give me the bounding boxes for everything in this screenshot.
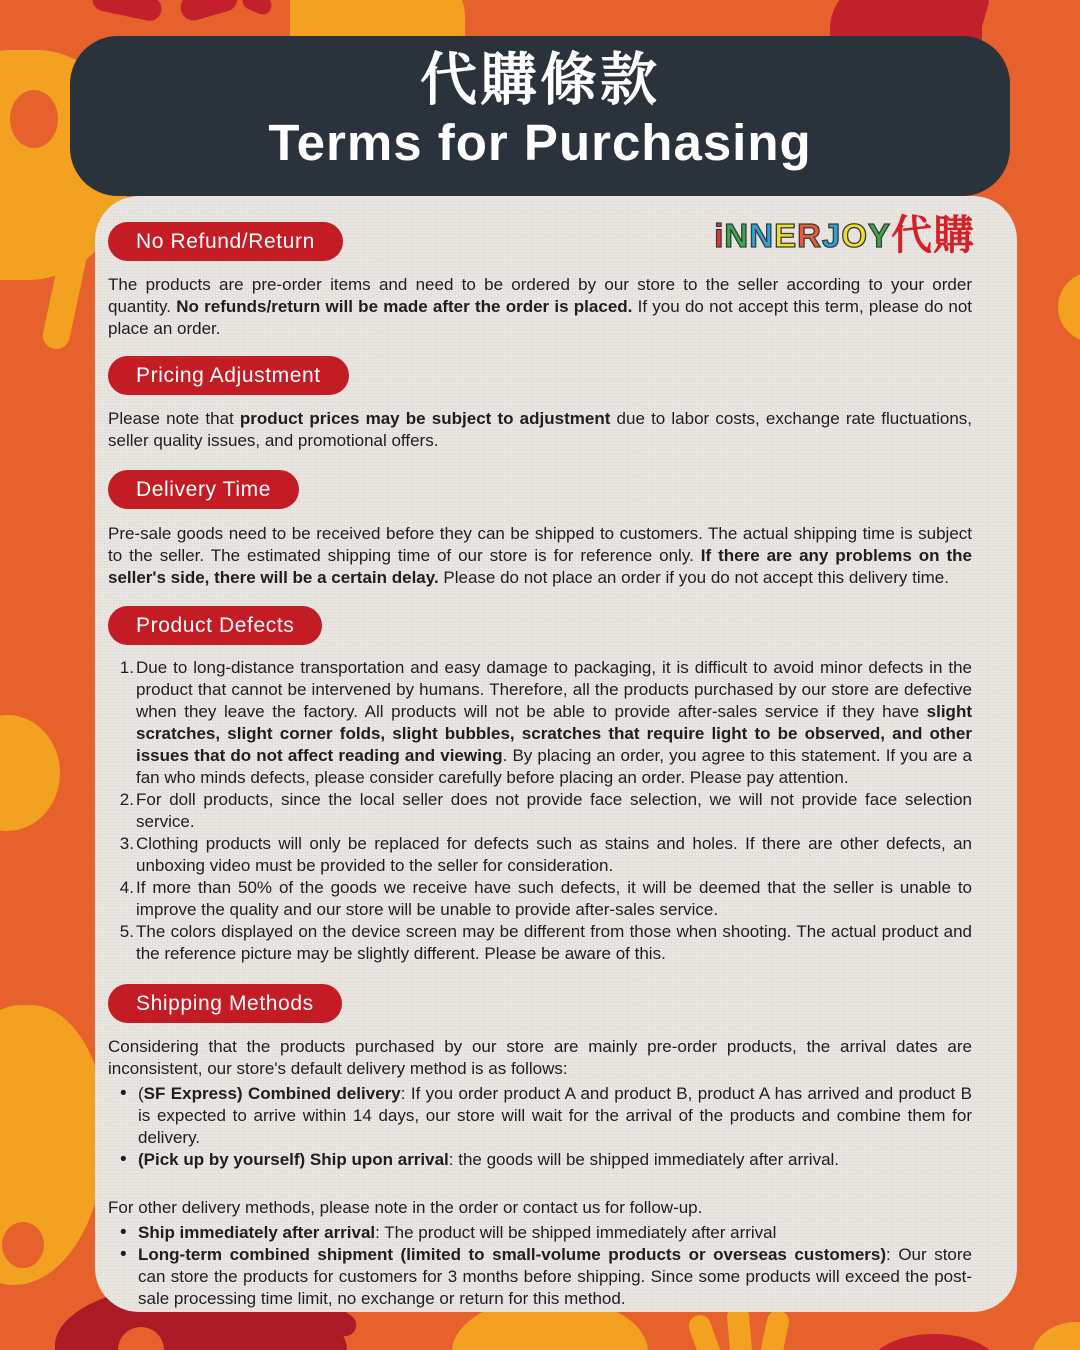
decor-elephant-left-lower-ear-hole <box>2 1222 44 1268</box>
pricing-paragraph: Please note that product prices may be subject to adjustment due to labor costs, exchange rate fluctuations, seller quality issues, and promotional offers. <box>108 409 973 450</box>
content-panel <box>95 196 1017 1312</box>
list-item: For doll products, since the local seller does not provide face selection, we will not provide face selection service. <box>136 790 972 831</box>
shipping-other-intro: For other delivery methods, please note in the order or contact us for follow-up. <box>108 1198 703 1217</box>
list-item: • (SF Express) Combined delivery: If you order product A and product B, product A has arrived and product B is expected to arrive within 14 days, our store will wait for the arrival of the products and combine them for delivery. <box>138 1083 972 1149</box>
logo-latin-letters: iNNERJOY <box>714 217 891 254</box>
decor-red-blob-bottom-right <box>868 1334 1000 1350</box>
section-badge-shipping: Shipping Methods <box>108 984 342 1023</box>
logo-cjk-text: 代購 <box>891 212 975 258</box>
list-item: The colors displayed on the device screen may be different from those when shooting. The actual product and the reference picture may be slightly different. Please be aware of this. <box>136 922 972 963</box>
innerjoy-logo <box>714 202 975 261</box>
list-item: • Long-term combined shipment (limited to small-volume products or overseas customers): Our store can store the products for customers for 3 months before shipping. Since some products will exceed the post-sale processing time limit, no exchange or return for this method. <box>138 1244 972 1310</box>
section-badge-delivery: Delivery Time <box>108 470 299 509</box>
decor-yellow-finger-1 <box>686 1312 727 1350</box>
no-refund-paragraph: The products are pre-order items and need to be ordered by our store to the seller according to your order quantity. No refunds/return will be made after the order is placed. If you do not accept this term, please do not place an order. <box>108 275 973 338</box>
list-item: • (Pick up by yourself) Ship upon arrival: the goods will be shipped immediately after arrival. <box>138 1149 972 1171</box>
title-english: Terms for Purchasing <box>268 114 812 171</box>
delivery-paragraph: Pre-sale goods need to be received before they can be shipped to customers. The actual shipping time is subject to the seller. The estimated shipping time of our store is for reference only. If there are any problems on the seller's side, there will be a certain delay. Please do not place an order if you do not accept this delivery time. <box>108 524 972 587</box>
decor-red-mark-top-left-2 <box>178 0 241 23</box>
decor-yellow-corner-bottom-right <box>1032 1322 1080 1350</box>
shipping-other-list <box>108 1222 972 1310</box>
list-item: If more than 50% of the goods we receive have such defects, it will be deemed that the seller is unable to improve the quality and our store will be unable to provide after-sales service. <box>136 878 972 919</box>
product-defects-list <box>108 657 972 965</box>
decor-yellow-circle-right <box>1058 272 1080 342</box>
decor-yellow-circle-left <box>0 715 60 831</box>
decor-elephant-left-ear-hole <box>10 90 58 148</box>
section-badge-pricing: Pricing Adjustment <box>108 356 349 395</box>
header-banner <box>70 36 1010 196</box>
section-badge-defects: Product Defects <box>108 606 322 645</box>
decor-yellow-finger-3 <box>757 1308 791 1350</box>
list-item: • Ship immediately after arrival: The product will be shipped immediately after arrival <box>138 1222 972 1244</box>
list-item: Due to long-distance transportation and easy damage to packaging, it is difficult to avoid minor defects in the product that cannot be intervened by humans. Therefore, all the products purchased by our store are defective when they leave the factory. All products will not be able to provide after-sales service if they have slight scratches, slight corner folds, slight bubbles, scratches that require light to be observed, and other issues that do not affect reading and viewing. By placing an order, you agree to this statement. If you are a fan who minds defects, please consider carefully before placing an order. Please pay attention. <box>136 658 972 787</box>
section-badge-no-refund: No Refund/Return <box>108 222 343 261</box>
decor-red-mark-top-left-1 <box>90 0 163 23</box>
decor-red-mark-top-left-3 <box>240 0 275 17</box>
list-item: Clothing products will only be replaced for defects such as stains and holes. If there are other defects, an unboxing video must be provided to the seller for consideration. <box>136 834 972 875</box>
shipping-intro: Considering that the products purchased by our store are mainly pre-order products, the arrival dates are inconsistent, our store's default delivery method is as follows: <box>108 1037 972 1078</box>
title-chinese: 代購條款 <box>420 48 660 112</box>
shipping-default-list <box>108 1083 972 1171</box>
